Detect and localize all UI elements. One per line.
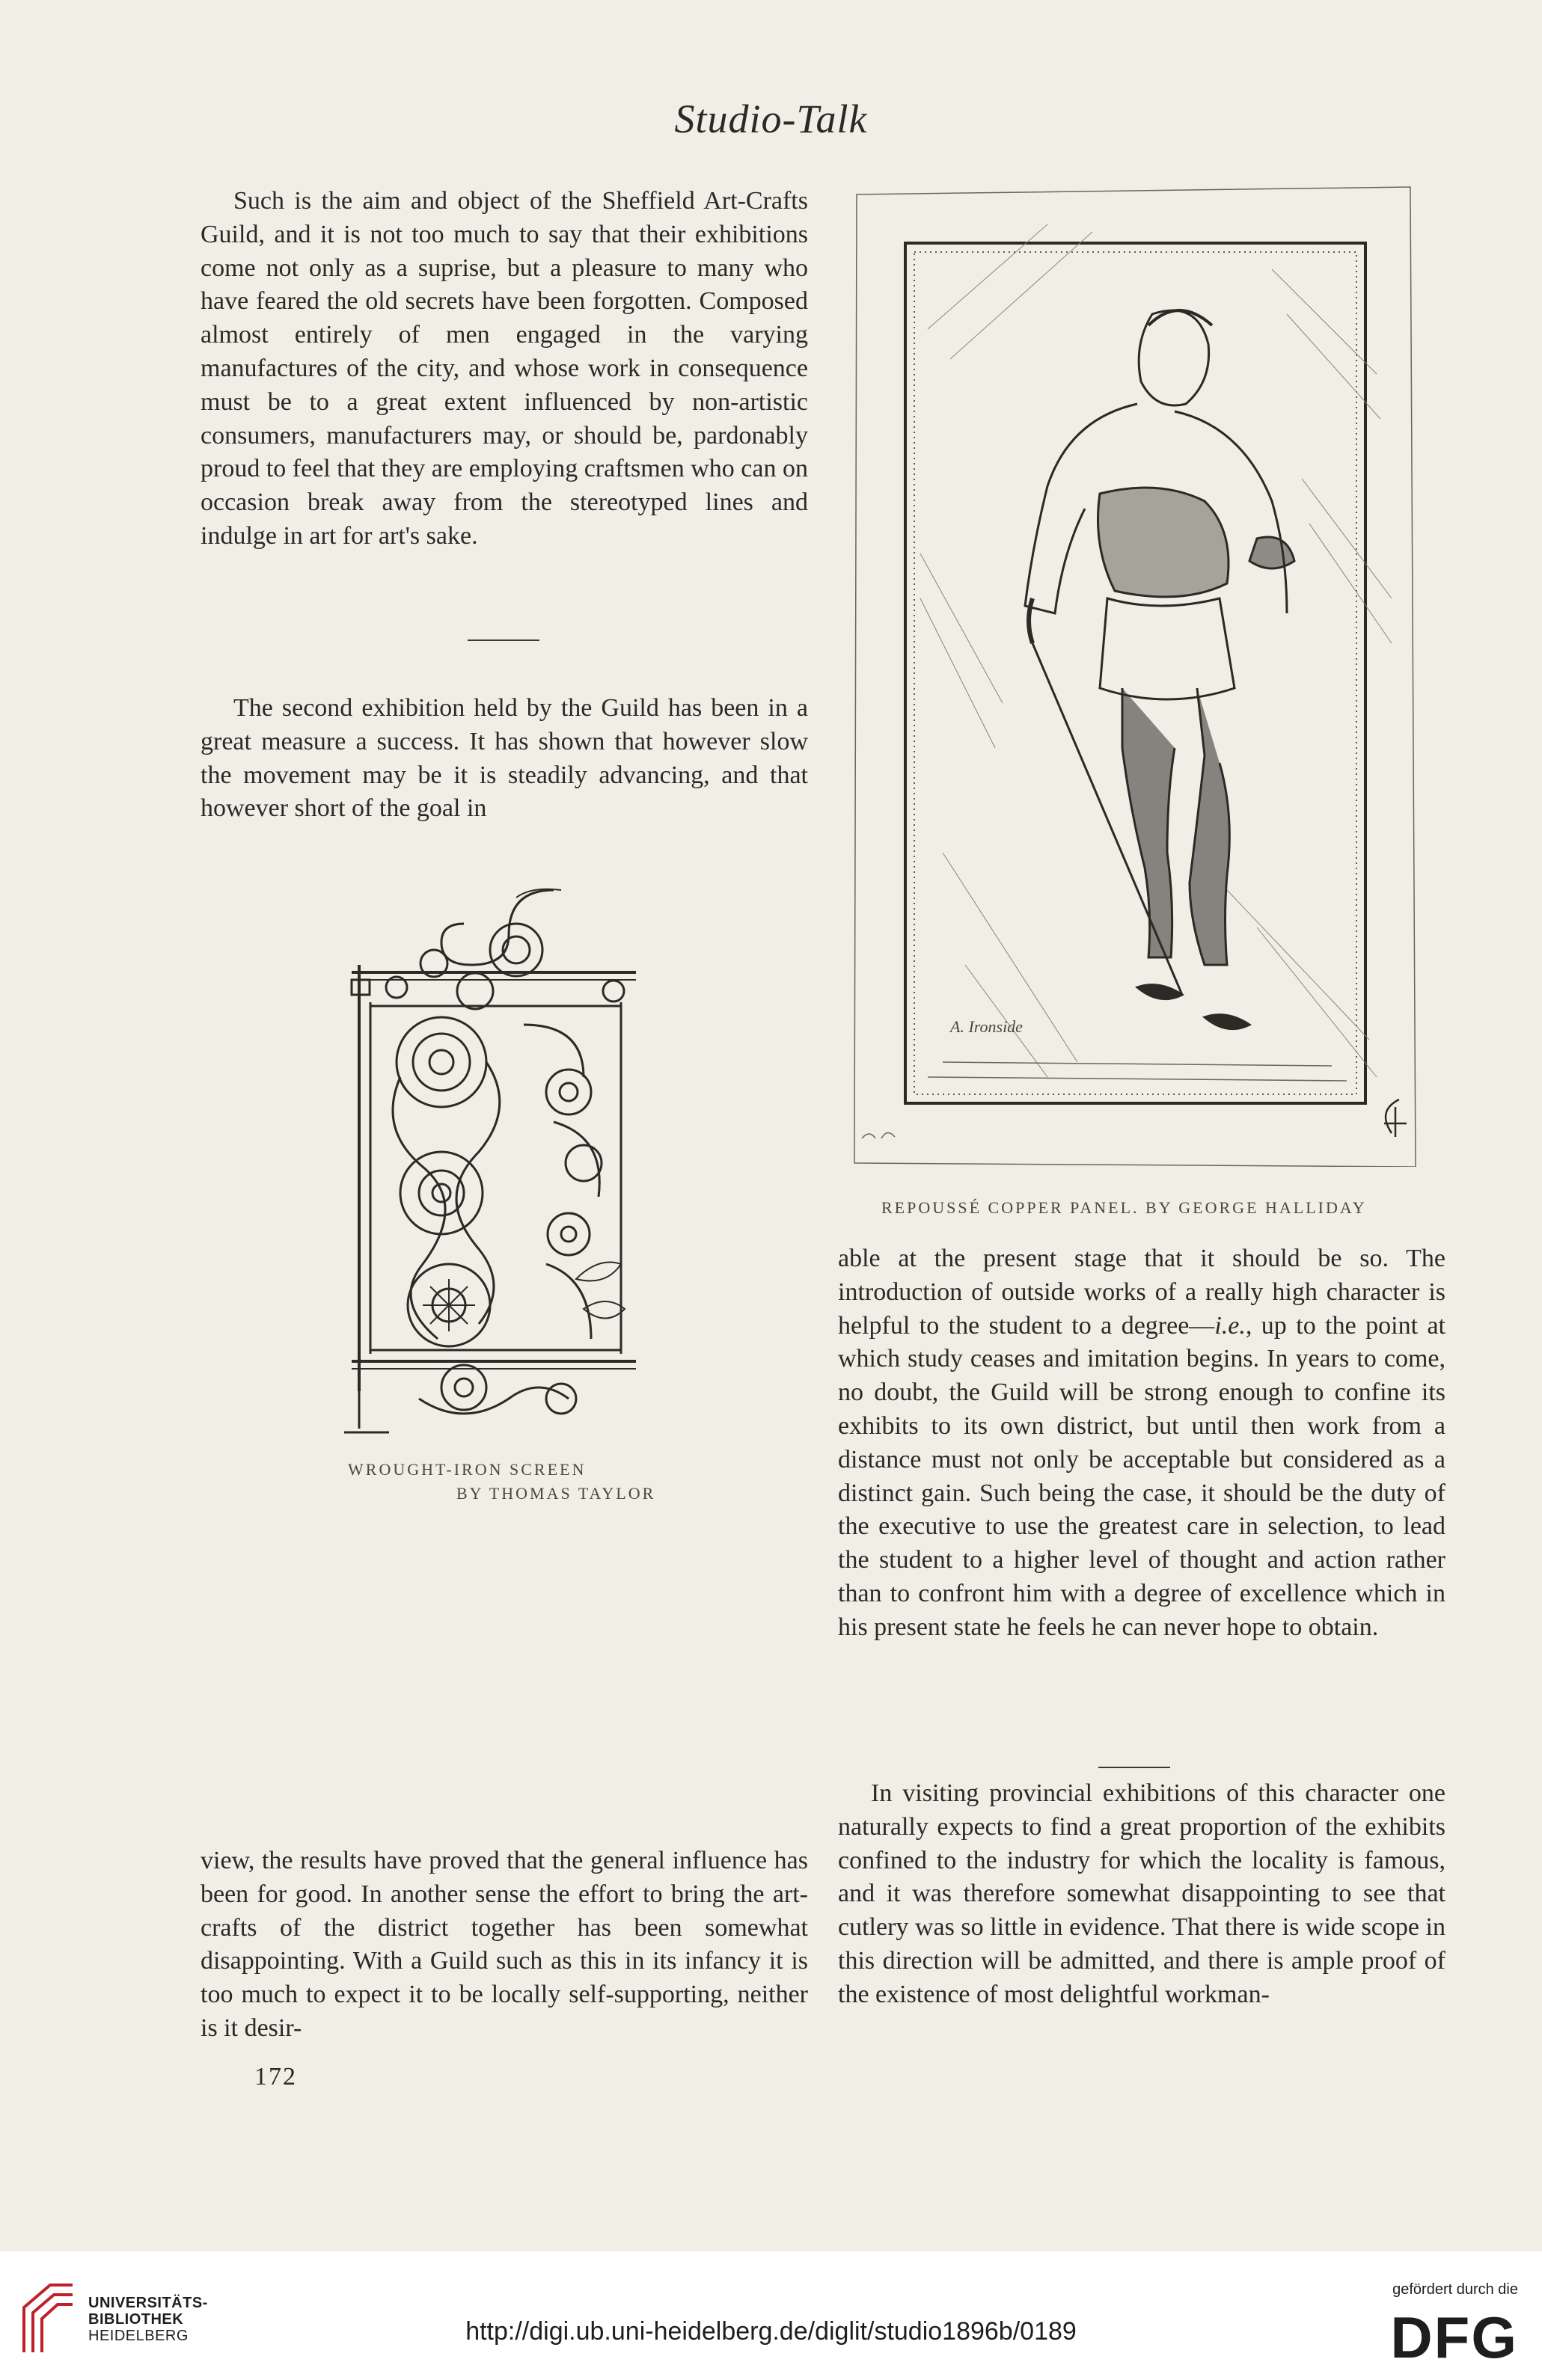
right-column-bottom <box>838 1777 1445 2012</box>
digitization-footer <box>0 2251 1542 2380</box>
funded-by-text: gefördert durch die <box>1392 2281 1518 2298</box>
library-name-line1: UNIVERSITÄTS- <box>88 2295 208 2311</box>
dfg-logo: DFG <box>1390 2304 1518 2370</box>
paragraph-sheffield-guild: Such is the aim and object of the Sheffield Art-Crafts Guild, and it is not too much to say that their exhibitions come not only as a suprise, but a pleasure to many who have feared the old secrets have been forgotten. Composed almost entirely of men engaged in the varying manufactures of the city, and whose work in consequence must be to a great extent influenced by non-artistic consumers, manufacturers may, or should be, pardonably proud to feel that they are employing craftsmen who can on occasion break away from the stereotyped lines and indulge in art for art's sake. <box>201 187 808 550</box>
right-column-top <box>838 1242 1445 1645</box>
left-column-top <box>201 185 808 553</box>
paragraph-outside-works-a: able at the present stage that it should be so. The introduction of outside works of a really high character is helpful to the student to a degree— <box>838 1245 1445 1340</box>
paragraph-provincial-exhibitions: In visiting provincial exhibitions of this character one naturally expects to find a great proportion of the exhibits confined to the industry for which the locality is famous, and it was therefore somewhat disappointing to see that cutlery was so little in evidence. That there is wide scope in this direction will be admitted, and there is ample proof of the existence of most delightful workman- <box>838 1779 1445 2008</box>
paragraph-outside-works <box>838 1242 1445 1645</box>
section-divider-2 <box>1098 1767 1170 1768</box>
library-name-line2: BIBLIOTHEK <box>88 2311 184 2328</box>
paragraph-second-exhibition: The second exhibition held by the Guild has been in a great measure a success. It has shown that however slow the movement may be it is steadily advancing, and that however short of the goal in <box>201 694 808 823</box>
section-divider <box>468 640 539 641</box>
left-column-bottom <box>201 1844 808 2046</box>
ie-abbreviation: i.e., <box>1214 1311 1252 1340</box>
page-number: 172 <box>254 2063 297 2091</box>
screen-caption-line1: WROUGHT-IRON SCREEN <box>348 1460 587 1479</box>
paragraph-results: view, the results have proved that the general influence has been for good. In another sense the effort to bring the art-crafts of the district together has been somewhat disappointing. With a Guild such as this in its infancy it is too much to expect it to be locally self-supporting, neither is it desir- <box>201 1847 808 2042</box>
wrought-iron-screen-illustration <box>329 875 666 1436</box>
running-head: Studio-Talk <box>674 96 868 141</box>
screen-caption-line2: BY THOMAS TAYLOR <box>456 1484 656 1503</box>
paragraph-outside-works-b: up to the point at which study ceases and imitation begins. In years to come, no doubt, the Guild will be strong enough to confine its exhibits to its own district, but until then work from a distance must not only be acceptable but considered as a distinct gain. Such being the case, it should be the duty of the executive to use the greatest care in selection, to lead the student to a higher level of thought and action rather than to confront him with a degree of excellence which in his present state he feels he can never hope to obtain. <box>838 1311 1445 1641</box>
panel-caption: REPOUSSÉ COPPER PANEL. BY GEORGE HALLIDAY <box>881 1198 1367 1217</box>
repousse-copper-panel-illustration <box>853 180 1422 1167</box>
library-name-line3: HEIDELBERG <box>88 2328 189 2344</box>
permalink-url[interactable]: http://digi.ub.uni-heidelberg.de/diglit/studio1896b/0189 <box>465 2317 1077 2346</box>
left-column-second <box>201 692 808 826</box>
panel-signature: A. Ironside <box>950 1017 1023 1036</box>
